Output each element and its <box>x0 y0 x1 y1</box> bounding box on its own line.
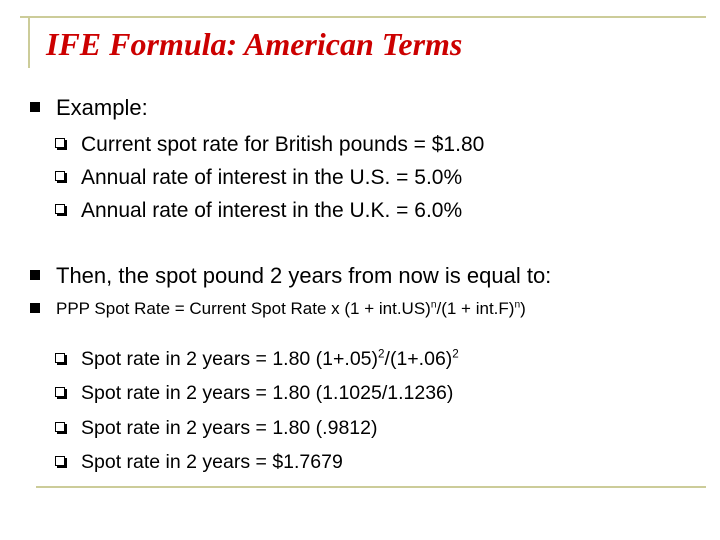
square-bullet-icon <box>30 270 40 280</box>
step-3: Spot rate in 2 years = 1.80 (.9812) <box>55 419 377 439</box>
bottom-rule <box>36 486 706 488</box>
left-rule <box>28 16 30 68</box>
bullet-then: Then, the spot pound 2 years from now is equal to: <box>30 265 551 287</box>
box-bullet-icon <box>55 171 65 181</box>
example-item-us-interest: Annual rate of interest in the U.S. = 5.0% <box>55 167 462 188</box>
box-bullet-icon <box>55 387 65 397</box>
bullet-example: Example: <box>30 97 148 119</box>
square-bullet-icon <box>30 303 40 313</box>
box-bullet-icon <box>55 138 65 148</box>
box-bullet-icon <box>55 456 65 466</box>
box-bullet-icon <box>55 422 65 432</box>
step-4: Spot rate in 2 years = $1.7679 <box>55 453 343 473</box>
top-rule <box>20 16 706 18</box>
step-1: Spot rate in 2 years = 1.80 $(1+.05)^2/(1+.06)^2$ <box>55 350 459 370</box>
bullet-ppp-formula: PPP Spot Rate = Current Spot Rate x $(1 + int.US)^n/(1 + int.F)^n$) <box>30 300 526 317</box>
example-item-uk-interest: Annual rate of interest in the U.K. = 6.0% <box>55 200 462 221</box>
box-bullet-icon <box>55 204 65 214</box>
step-2: Spot rate in 2 years = 1.80 (1.1025/1.1236) <box>55 384 453 404</box>
slide-title: IFE Formula: American Terms <box>46 26 463 62</box>
square-bullet-icon <box>30 102 40 112</box>
example-item-spot-rate: Current spot rate for British pounds = $1.80 <box>55 134 484 155</box>
box-bullet-icon <box>55 353 65 363</box>
